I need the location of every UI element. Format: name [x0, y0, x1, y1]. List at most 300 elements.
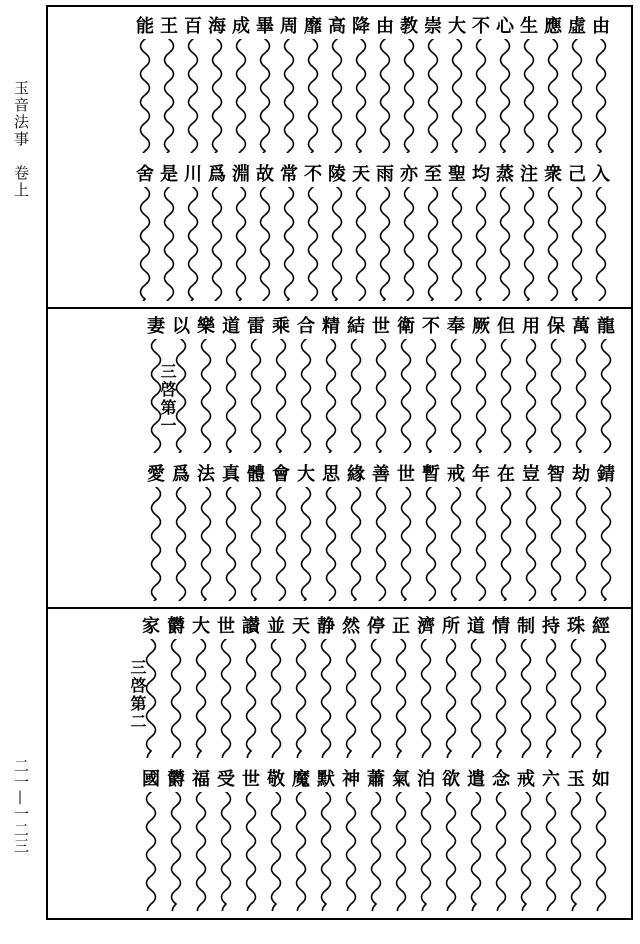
neume-mark: [588, 187, 614, 301]
notation-column: [468, 17, 494, 153]
section-divider: [48, 307, 631, 309]
lyric-character: 百: [184, 16, 202, 37]
notation-column: [156, 165, 182, 301]
neume-mark: [300, 39, 326, 153]
lyric-character: 氣: [392, 769, 410, 790]
neume-mark: [388, 792, 414, 911]
notation-column: [540, 165, 566, 301]
neume-mark: [444, 187, 470, 301]
notation-column: [132, 165, 158, 301]
lyric-character: 應: [544, 16, 562, 37]
lyric-character: 至: [424, 164, 442, 185]
heading-san-qi-2: 三啓第二: [128, 659, 147, 731]
lyric-character: 靡: [304, 16, 322, 37]
lyric-character: 精: [322, 316, 340, 337]
lyric-character: 戒: [517, 769, 535, 790]
lyric-character: 所: [442, 616, 460, 637]
notation-column: [393, 317, 419, 453]
notation-column: [513, 617, 539, 758]
lyric-character: 厥: [472, 316, 490, 337]
notation-column: [313, 770, 339, 911]
neume-mark: [263, 639, 289, 758]
lyric-character: 經: [592, 616, 610, 637]
notation-column: [276, 17, 302, 153]
notation-column: [420, 17, 446, 153]
notation-column: [300, 17, 326, 153]
lyric-character: 天: [292, 616, 310, 637]
lyric-character: 大: [297, 464, 315, 485]
neume-mark: [368, 339, 394, 453]
notation-column: [293, 465, 319, 601]
neume-mark: [138, 639, 164, 758]
notation-column: [293, 317, 319, 453]
lyric-character: 由: [592, 16, 610, 37]
neume-mark: [193, 487, 219, 601]
lyric-character: 周: [280, 16, 298, 37]
notation-column: [193, 317, 219, 453]
lyric-character: 高: [328, 16, 346, 37]
notation-column: [568, 317, 594, 453]
neume-mark: [492, 39, 518, 153]
notation-column: [493, 317, 519, 453]
notation-column: [518, 465, 544, 601]
neume-mark: [563, 639, 589, 758]
lyric-character: 天: [352, 164, 370, 185]
lyric-character: 均: [472, 164, 490, 185]
lyric-character: 己: [568, 164, 586, 185]
neume-mark: [516, 187, 542, 301]
lyric-character: 以: [172, 316, 190, 337]
neume-mark: [513, 792, 539, 911]
notation-column: [188, 770, 214, 911]
neume-mark: [193, 339, 219, 453]
neume-mark: [263, 792, 289, 911]
neume-mark: [393, 487, 419, 601]
notation-column: [563, 617, 589, 758]
notation-column: [396, 17, 422, 153]
neume-mark: [513, 639, 539, 758]
neume-mark: [363, 792, 389, 911]
neume-mark: [563, 792, 589, 911]
notation-column: [143, 317, 169, 453]
notation-column: [468, 165, 494, 301]
neume-mark: [213, 639, 239, 758]
notation-column: [218, 465, 244, 601]
notation-column: [228, 17, 254, 153]
neume-mark: [156, 39, 182, 153]
notation-column: [513, 770, 539, 911]
neume-mark: [420, 39, 446, 153]
neume-mark: [543, 487, 569, 601]
neume-mark: [238, 792, 264, 911]
neume-mark: [588, 639, 614, 758]
notation-column: [543, 317, 569, 453]
lyric-character: 世: [372, 316, 390, 337]
notation-column: [363, 770, 389, 911]
notation-column: [588, 17, 614, 153]
lyric-character: 善: [372, 464, 390, 485]
notation-column: [238, 617, 264, 758]
neume-mark: [488, 792, 514, 911]
notation-column: [388, 617, 414, 758]
notation-column: [593, 317, 619, 453]
lyric-character: 龍: [597, 316, 615, 337]
lyric-character: 合: [297, 316, 315, 337]
notation-column: [276, 165, 302, 301]
lyric-character: 敬: [267, 769, 285, 790]
neume-mark: [368, 487, 394, 601]
neume-mark: [288, 792, 314, 911]
notation-column: [413, 770, 439, 911]
notation-column: [168, 465, 194, 601]
lyric-character: 在: [497, 464, 515, 485]
lyric-character: 不: [304, 164, 322, 185]
lyric-character: 故: [256, 164, 274, 185]
lyric-character: 智: [547, 464, 565, 485]
lyric-character: 家: [142, 616, 160, 637]
neume-mark: [493, 339, 519, 453]
neume-mark: [318, 339, 344, 453]
lyric-character: 福: [192, 769, 210, 790]
margin-title: 玉音法事 卷上: [12, 80, 30, 199]
notation-column: [593, 465, 619, 601]
notation-column: [193, 465, 219, 601]
page-number: 二一—一二三: [12, 758, 30, 854]
neume-mark: [180, 39, 206, 153]
lyric-character: 萬: [572, 316, 590, 337]
notation-column: [443, 465, 469, 601]
lyric-character: 法: [197, 464, 215, 485]
section-divider: [48, 607, 631, 609]
lyric-character: 注: [520, 164, 538, 185]
lyric-character: 欲: [442, 769, 460, 790]
lyric-character: 玉: [567, 769, 585, 790]
notation-column: [518, 317, 544, 453]
neume-mark: [492, 187, 518, 301]
lyric-character: 崇: [424, 16, 442, 37]
neume-mark: [143, 339, 169, 453]
notation-column: [180, 17, 206, 153]
neume-mark: [204, 39, 230, 153]
lyric-character: 心: [496, 16, 514, 37]
neume-mark: [396, 39, 422, 153]
notation-column: [163, 617, 189, 758]
neume-mark: [443, 487, 469, 601]
lyric-character: 陵: [328, 164, 346, 185]
notation-column: [263, 617, 289, 758]
lyric-character: 魔: [292, 769, 310, 790]
notation-column: [538, 770, 564, 911]
notation-column: [564, 165, 590, 301]
lyric-character: 降: [352, 16, 370, 37]
notation-column: [492, 17, 518, 153]
neume-mark: [313, 639, 339, 758]
lyric-character: 世: [217, 616, 235, 637]
notation-column: [413, 617, 439, 758]
notation-column: [338, 770, 364, 911]
page-frame: [46, 5, 633, 920]
neume-mark: [348, 187, 374, 301]
lyric-character: 持: [542, 616, 560, 637]
notation-column: [516, 165, 542, 301]
neume-mark: [168, 487, 194, 601]
neume-mark: [363, 639, 389, 758]
notation-column: [444, 17, 470, 153]
neume-mark: [588, 39, 614, 153]
notation-column: [443, 317, 469, 453]
neume-mark: [593, 487, 619, 601]
neume-mark: [132, 187, 158, 301]
neume-mark: [188, 639, 214, 758]
lyric-character: 欝: [167, 769, 185, 790]
notation-column: [492, 165, 518, 301]
neume-mark: [252, 39, 278, 153]
lyric-character: 保: [547, 316, 565, 337]
lyric-character: 體: [247, 464, 265, 485]
lyric-character: 遣: [467, 769, 485, 790]
neume-mark: [468, 39, 494, 153]
neume-mark: [180, 187, 206, 301]
lyric-character: 如: [592, 769, 610, 790]
lyric-character: 不: [472, 16, 490, 37]
lyric-character: 虛: [568, 16, 586, 37]
neume-mark: [343, 487, 369, 601]
neume-mark: [568, 487, 594, 601]
neume-mark: [343, 339, 369, 453]
notation-column: [318, 465, 344, 601]
neume-mark: [288, 639, 314, 758]
notation-column: [288, 617, 314, 758]
lyric-character: 王: [160, 16, 178, 37]
neume-mark: [538, 639, 564, 758]
lyric-character: 用: [522, 316, 540, 337]
neume-mark: [276, 187, 302, 301]
neume-mark: [463, 639, 489, 758]
neume-mark: [243, 339, 269, 453]
lyric-character: 神: [342, 769, 360, 790]
notation-column: [243, 317, 269, 453]
lyric-character: 但: [497, 316, 515, 337]
notation-column: [268, 317, 294, 453]
neume-mark: [338, 792, 364, 911]
lyric-character: 然: [342, 616, 360, 637]
lyric-character: 世: [242, 769, 260, 790]
neume-mark: [338, 639, 364, 758]
notation-column: [313, 617, 339, 758]
lyric-character: 雨: [376, 164, 394, 185]
lyric-character: 常: [280, 164, 298, 185]
lyric-character: 舍: [136, 164, 154, 185]
lyric-character: 劫: [572, 464, 590, 485]
neume-mark: [444, 39, 470, 153]
notation-column: [252, 17, 278, 153]
neume-mark: [516, 39, 542, 153]
notation-column: [588, 770, 614, 911]
neume-mark: [564, 187, 590, 301]
lyric-character: 制: [517, 616, 535, 637]
neume-mark: [163, 639, 189, 758]
notation-column: [156, 17, 182, 153]
lyric-character: 國: [142, 769, 160, 790]
notation-column: [204, 165, 230, 301]
neume-mark: [468, 487, 494, 601]
notation-column: [488, 770, 514, 911]
neume-mark: [228, 39, 254, 153]
lyric-character: 真: [222, 464, 240, 485]
neume-mark: [313, 792, 339, 911]
notation-column: [300, 165, 326, 301]
lyric-character: 受: [217, 769, 235, 790]
lyric-character: 亦: [400, 164, 418, 185]
lyric-character: 情: [492, 616, 510, 637]
neume-mark: [488, 639, 514, 758]
neume-mark: [168, 339, 194, 453]
notation-column: [468, 465, 494, 601]
lyric-character: 讃: [242, 616, 260, 637]
notation-column: [324, 165, 350, 301]
neume-mark: [388, 639, 414, 758]
notation-column: [243, 465, 269, 601]
lyric-character: 是: [160, 164, 178, 185]
neume-mark: [218, 487, 244, 601]
neume-mark: [538, 792, 564, 911]
notation-column: [538, 617, 564, 758]
neume-mark: [588, 792, 614, 911]
notation-column: [393, 465, 419, 601]
neume-mark: [324, 187, 350, 301]
neume-mark: [443, 339, 469, 453]
lyric-character: 道: [467, 616, 485, 637]
neume-mark: [438, 792, 464, 911]
lyric-character: 世: [397, 464, 415, 485]
neume-mark: [438, 639, 464, 758]
neume-mark: [348, 39, 374, 153]
notation-column: [444, 165, 470, 301]
lyric-character: 淵: [232, 164, 250, 185]
lyric-character: 不: [422, 316, 440, 337]
notation-column: [564, 17, 590, 153]
lyric-character: 衆: [544, 164, 562, 185]
lyric-character: 六: [542, 769, 560, 790]
notation-column: [463, 770, 489, 911]
lyric-character: 樂: [197, 316, 215, 337]
lyric-character: 暫: [422, 464, 440, 485]
notation-column: [438, 770, 464, 911]
lyric-character: 道: [222, 316, 240, 337]
neume-mark: [318, 487, 344, 601]
neume-mark: [468, 187, 494, 301]
neume-mark: [218, 339, 244, 453]
neume-mark: [420, 187, 446, 301]
lyric-character: 愛: [147, 464, 165, 485]
neume-mark: [413, 639, 439, 758]
notation-column: [238, 770, 264, 911]
neume-mark: [518, 487, 544, 601]
neume-mark: [293, 487, 319, 601]
lyric-character: 濟: [417, 616, 435, 637]
notation-column: [343, 465, 369, 601]
notation-column: [488, 617, 514, 758]
neume-mark: [493, 487, 519, 601]
neume-mark: [204, 187, 230, 301]
neume-mark: [396, 187, 422, 301]
notation-column: [318, 317, 344, 453]
notation-column: [368, 317, 394, 453]
lyric-character: 並: [267, 616, 285, 637]
notation-column: [568, 465, 594, 601]
lyric-character: 會: [272, 464, 290, 485]
lyric-character: 珠: [567, 616, 585, 637]
notation-column: [338, 617, 364, 758]
neume-mark: [163, 792, 189, 911]
neume-mark: [540, 187, 566, 301]
lyric-character: 畢: [256, 16, 274, 37]
lyric-character: 思: [322, 464, 340, 485]
neume-mark: [276, 39, 302, 153]
neume-mark: [238, 639, 264, 758]
neume-mark: [372, 187, 398, 301]
lyric-character: 年: [472, 464, 490, 485]
lyric-character: 錆: [597, 464, 615, 485]
neume-mark: [564, 39, 590, 153]
notation-column: [288, 770, 314, 911]
lyric-character: 静: [317, 616, 335, 637]
notation-column: [516, 17, 542, 153]
lyric-character: 戒: [447, 464, 465, 485]
lyric-character: 妻: [147, 316, 165, 337]
notation-column: [588, 617, 614, 758]
lyric-character: 入: [592, 164, 610, 185]
notation-column: [252, 165, 278, 301]
lyric-character: 念: [492, 769, 510, 790]
neume-mark: [418, 487, 444, 601]
lyric-character: 川: [184, 164, 202, 185]
notation-column: [180, 165, 206, 301]
lyric-character: 由: [376, 16, 394, 37]
notation-column: [418, 317, 444, 453]
lyric-character: 停: [367, 616, 385, 637]
neume-mark: [228, 187, 254, 301]
notation-column: [343, 317, 369, 453]
lyric-character: 豈: [522, 464, 540, 485]
notation-column: [188, 617, 214, 758]
lyric-character: 能: [136, 16, 154, 37]
lyric-character: 雷: [247, 316, 265, 337]
notation-column: [420, 165, 446, 301]
notation-column: [468, 317, 494, 453]
notation-column: [163, 770, 189, 911]
notation-column: [143, 465, 169, 601]
neume-mark: [293, 339, 319, 453]
lyric-character: 奉: [447, 316, 465, 337]
notation-column: [268, 465, 294, 601]
neume-mark: [463, 792, 489, 911]
lyric-character: 爲: [208, 164, 226, 185]
neume-mark: [138, 792, 164, 911]
notation-column: [348, 17, 374, 153]
notation-column: [213, 617, 239, 758]
lyric-character: 聖: [448, 164, 466, 185]
lyric-character: 蒸: [496, 164, 514, 185]
neume-mark: [156, 187, 182, 301]
lyric-character: 教: [400, 16, 418, 37]
notation-column: [168, 317, 194, 453]
lyric-character: 衛: [397, 316, 415, 337]
notation-column: [588, 165, 614, 301]
neume-mark: [568, 339, 594, 453]
lyric-character: 乘: [272, 316, 290, 337]
notation-column: [543, 465, 569, 601]
